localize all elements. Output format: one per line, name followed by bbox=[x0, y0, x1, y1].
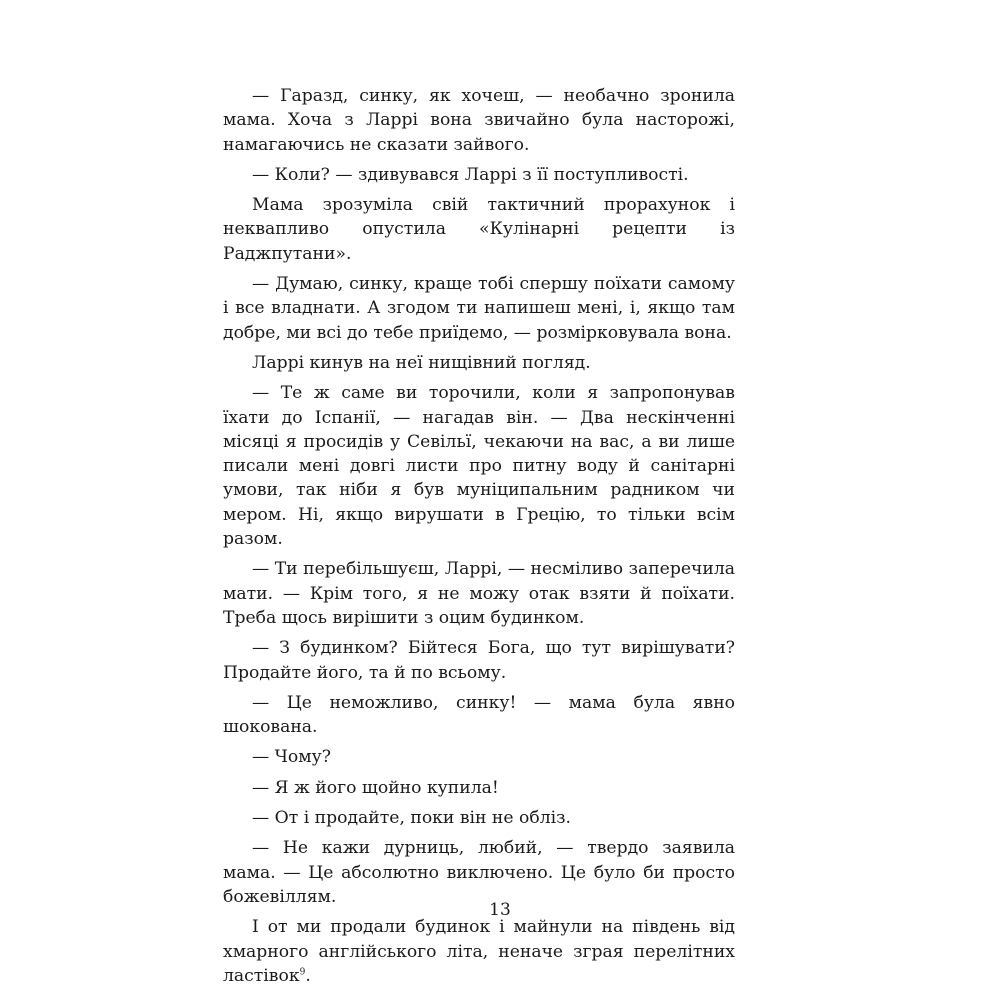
paragraph: — Чому? bbox=[252, 747, 331, 768]
paragraph: — От і продайте, поки він не обліз. bbox=[252, 808, 571, 829]
paragraph: — Не кажи дурниць, любий, — твердо заявила мама. — Це абсолютно виключено. Це було би просто божевіллям. bbox=[223, 838, 735, 907]
paragraph: — Я ж його щойно купила! bbox=[252, 777, 499, 798]
page-body bbox=[223, 84, 735, 994]
final-paragraph bbox=[223, 915, 735, 988]
paragraph: — Це неможливо, синку! — мама була явно шокована. bbox=[223, 692, 735, 738]
paragraph: — Те ж саме ви торочили, коли я запропонував їхати до Іспанії, — нагадав він. — Два нескінченні місяці я просидів у Севільї, чекаючи на вас, а ви лише писали мені довгі листи про питну воду й санітарні умови, так ніби я був муніципальним радником чи мером. Ні, якщо вирушати в Грецію, то тільки всім разом. bbox=[223, 383, 735, 550]
paragraph: Мама зрозуміла свій тактичний прорахунок і неквапливо опустила «Кулінарні рецепти із Раджпутани». bbox=[223, 195, 735, 264]
paragraph: — Ти перебільшуєш, Ларрі, — несміливо заперечила мати. — Крім того, я не можу отак взяти й поїхати. Треба щось вирішити з оцим будинком. bbox=[223, 559, 735, 628]
final-period: . bbox=[305, 965, 311, 986]
paragraph: — Коли? — здивувався Ларрі з її поступливості. bbox=[252, 164, 689, 185]
paragraph: Ларрі кинув на неї нищівний погляд. bbox=[252, 352, 591, 373]
paragraph: — Думаю, синку, краще тобі спершу поїхати самому і все владнати. А згодом ти напишеш мені, і, якщо там добре, ми всі до тебе приїдемо, — розмірковувала вона. bbox=[223, 274, 735, 343]
paragraph: — Гаразд, синку, як хочеш, — необачно зронила мама. Хоча з Ларрі вона звичайно була насторожі, намагаючись не сказати зайвого. bbox=[223, 86, 735, 155]
page-number: 13 bbox=[489, 900, 511, 920]
paragraph: — З будинком? Бійтеся Бога, що тут вирішувати? Продайте його, та й по всьому. bbox=[223, 638, 735, 683]
final-paragraph-text: І от ми продали будинок і майнули на південь від хмарного англійського літа, неначе зграя перелітних ластівок bbox=[223, 917, 735, 986]
footnote-marker[interactable]: 9 bbox=[299, 967, 306, 978]
